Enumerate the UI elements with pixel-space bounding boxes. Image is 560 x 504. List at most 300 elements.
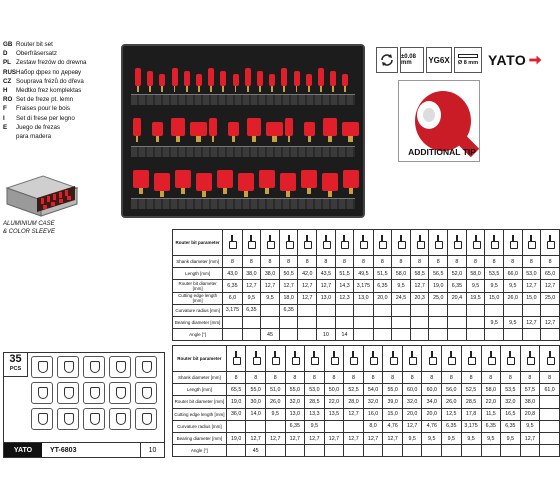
table-cell bbox=[373, 316, 392, 328]
table-cell: 12,7 bbox=[363, 432, 383, 444]
language-row bbox=[3, 58, 123, 67]
bit-profile-icon bbox=[304, 235, 310, 249]
router-bit bbox=[133, 118, 141, 136]
table-cell bbox=[541, 304, 560, 316]
bit-profile-icon bbox=[233, 351, 239, 365]
router-bit bbox=[306, 74, 312, 86]
set-count: 10 bbox=[140, 443, 164, 457]
table-cell: 55,0 bbox=[383, 384, 403, 396]
pieces-unit: PCS bbox=[9, 366, 22, 372]
router-bit bbox=[269, 74, 275, 86]
bit-profile-icon bbox=[292, 351, 298, 365]
language-row bbox=[3, 68, 123, 77]
bit-profile-icon bbox=[454, 235, 460, 249]
router-bit bbox=[147, 71, 153, 86]
router-bit bbox=[238, 173, 254, 191]
table-cell: 9,5 bbox=[520, 420, 540, 432]
table-cell: 9,5 bbox=[461, 432, 481, 444]
table-cell bbox=[383, 445, 403, 457]
table-cell: 60,0 bbox=[402, 384, 422, 396]
table-cell: 45 bbox=[246, 445, 266, 457]
bit-profile-icon bbox=[417, 235, 423, 249]
router-bit bbox=[280, 173, 296, 191]
router-bit bbox=[281, 68, 287, 86]
bit-profile-cell bbox=[442, 346, 462, 372]
bit-profile-tile bbox=[135, 356, 157, 378]
table-cell: 26,0 bbox=[265, 396, 285, 408]
router-bit bbox=[152, 122, 163, 136]
table-cell bbox=[481, 445, 501, 457]
bit-profile-tile bbox=[135, 382, 157, 404]
table-cell: 8 bbox=[383, 372, 403, 384]
table-cell bbox=[223, 316, 242, 328]
table-cell: 6,35 bbox=[285, 420, 305, 432]
table-cell bbox=[242, 329, 261, 341]
table-cell: 12,7 bbox=[305, 432, 325, 444]
table-cell: 12,7 bbox=[383, 432, 403, 444]
table-row bbox=[173, 372, 560, 384]
table-row bbox=[173, 408, 560, 420]
router-bit bbox=[233, 74, 239, 86]
bit-profile-cell bbox=[448, 230, 467, 256]
yato-arrow-icon bbox=[529, 56, 541, 65]
table-cell: 8 bbox=[392, 256, 411, 268]
router-bit bbox=[245, 68, 251, 86]
table-cell bbox=[373, 304, 392, 316]
table-cell: 8 bbox=[344, 372, 364, 384]
table-cell: 26,0 bbox=[442, 396, 462, 408]
router-bit bbox=[257, 71, 263, 86]
bit-profile-cell bbox=[305, 346, 325, 372]
bit-profile-cell bbox=[422, 346, 442, 372]
language-text: Set di frese per legno bbox=[16, 114, 75, 122]
shank-badge bbox=[454, 47, 482, 73]
table-cell: 12,7 bbox=[298, 292, 317, 304]
bit-profile-cell bbox=[373, 230, 392, 256]
table-cell: 14,0 bbox=[246, 408, 266, 420]
table-cell: 8 bbox=[461, 372, 481, 384]
table-cell: 9,5 bbox=[242, 292, 261, 304]
bit-profile-icon bbox=[429, 351, 435, 365]
router-bit bbox=[133, 170, 149, 188]
bit-profile-tile bbox=[83, 356, 105, 378]
table-cell: 20,3 bbox=[410, 292, 429, 304]
table-cell: 12,7 bbox=[285, 432, 305, 444]
bit-profile-icon bbox=[507, 351, 513, 365]
bit-profile-cell bbox=[383, 346, 403, 372]
table-cell bbox=[520, 445, 540, 457]
table-cell: 8 bbox=[541, 256, 560, 268]
table-cell bbox=[485, 304, 504, 316]
table-cell bbox=[265, 420, 285, 432]
bit-profile-cell bbox=[485, 230, 504, 256]
table-cell bbox=[261, 304, 280, 316]
bit-profile-tile bbox=[135, 408, 157, 430]
shelf-row-3 bbox=[131, 198, 355, 209]
bit-profile-cell bbox=[246, 346, 266, 372]
table-cell: 22,0 bbox=[481, 396, 501, 408]
set-contents-box bbox=[3, 352, 165, 458]
table-cell bbox=[246, 420, 266, 432]
table-row bbox=[173, 445, 560, 457]
table-cell bbox=[392, 316, 411, 328]
bit-profile-cell bbox=[392, 230, 411, 256]
table-cell bbox=[344, 420, 364, 432]
table-cell: 8 bbox=[298, 256, 317, 268]
table-cell: 8 bbox=[261, 256, 280, 268]
router-bit bbox=[184, 71, 190, 86]
router-bit bbox=[196, 74, 202, 86]
router-bit bbox=[247, 118, 261, 136]
router-bit bbox=[135, 68, 141, 86]
table-cell bbox=[298, 329, 317, 341]
table-cell bbox=[503, 304, 522, 316]
table-cell: 30,0 bbox=[246, 396, 266, 408]
bit-profile-cell bbox=[261, 230, 280, 256]
pieces-count-badge bbox=[4, 353, 28, 377]
bit-profile-tile bbox=[109, 356, 131, 378]
table-cell: 6,35 bbox=[373, 280, 392, 292]
table-cell bbox=[226, 445, 246, 457]
table-cell: 36,0 bbox=[226, 408, 246, 420]
table-cell bbox=[522, 329, 541, 341]
table-cell: 22,0 bbox=[324, 396, 344, 408]
shelf-row-1 bbox=[131, 94, 355, 105]
table-cell: 9,5 bbox=[503, 316, 522, 328]
table-cell: 12,7 bbox=[242, 280, 261, 292]
table-cell: 60,0 bbox=[422, 384, 442, 396]
table-cell: 55,0 bbox=[285, 384, 305, 396]
table-cell: 57,5 bbox=[520, 384, 540, 396]
table-row bbox=[173, 384, 560, 396]
row-label: Curvature radius [mm] bbox=[173, 304, 223, 316]
row-label: Angle [°] bbox=[173, 445, 227, 457]
bit-profile-cell bbox=[503, 230, 522, 256]
table-cell: 25,0 bbox=[429, 292, 448, 304]
language-text: Zestaw frezów do drewna bbox=[16, 59, 87, 67]
bit-profile-icon bbox=[488, 351, 494, 365]
table-row bbox=[173, 280, 560, 292]
language-code: D bbox=[3, 50, 8, 58]
bit-profile-cell bbox=[324, 346, 344, 372]
table-cell: 9,5 bbox=[501, 432, 521, 444]
table-cell: 53,0 bbox=[305, 384, 325, 396]
table-cell bbox=[429, 304, 448, 316]
table-cell bbox=[265, 445, 285, 457]
table-cell bbox=[317, 304, 336, 316]
table-cell: 38,0 bbox=[261, 268, 280, 280]
bit-profile-tile bbox=[31, 356, 53, 378]
table-cell: 25,0 bbox=[541, 292, 560, 304]
bit-profile-cell bbox=[461, 346, 481, 372]
table-cell: 12,7 bbox=[344, 408, 364, 420]
table-cell: 9,5 bbox=[485, 280, 504, 292]
table-header-label: Router bit parameter bbox=[173, 230, 223, 256]
table-cell: 9,5 bbox=[305, 420, 325, 432]
case-caption-line-1: ALUMINIUM CASE bbox=[3, 221, 55, 227]
table-cell: 13,0 bbox=[354, 292, 373, 304]
bit-profile-icon bbox=[435, 235, 441, 249]
table-cell: 19,5 bbox=[466, 292, 485, 304]
table-cell: 12,7 bbox=[246, 432, 266, 444]
language-code: H bbox=[3, 87, 8, 95]
table-cell bbox=[279, 316, 298, 328]
table-cell bbox=[410, 304, 429, 316]
bit-profile-tile bbox=[31, 382, 53, 404]
table-cell: 39,0 bbox=[383, 396, 403, 408]
table-cell: 52,0 bbox=[448, 268, 467, 280]
bit-profile-icon bbox=[448, 351, 454, 365]
table-cell: 58,0 bbox=[466, 268, 485, 280]
set-brand: YATO bbox=[4, 443, 42, 457]
language-row bbox=[3, 104, 123, 113]
table-cell: 13,5 bbox=[324, 408, 344, 420]
router-bit bbox=[301, 170, 317, 188]
table-cell: 6,35 bbox=[242, 304, 261, 316]
table-cell: 45 bbox=[261, 329, 280, 341]
row-label: Cutting edge length [mm] bbox=[173, 408, 227, 420]
table-cell: 12,7 bbox=[344, 432, 364, 444]
table-cell: 9,5 bbox=[503, 280, 522, 292]
table-cell: 55,0 bbox=[246, 384, 266, 396]
table-cell: 8 bbox=[285, 372, 305, 384]
router-bit bbox=[285, 118, 293, 136]
row-label: Shank diameter [mm] bbox=[173, 256, 223, 268]
table-cell: 28,5 bbox=[461, 396, 481, 408]
table-cell: 8 bbox=[466, 256, 485, 268]
table-cell: 12,7 bbox=[298, 280, 317, 292]
bit-profile-tile bbox=[57, 382, 79, 404]
bit-profile-icon bbox=[473, 235, 479, 249]
table-row bbox=[173, 304, 560, 316]
router-bit bbox=[217, 170, 233, 188]
case-caption-line-2: & COLOR SLEEVE bbox=[3, 228, 56, 235]
table-cell: 8 bbox=[485, 256, 504, 268]
table-cell bbox=[402, 445, 422, 457]
table-cell bbox=[448, 304, 467, 316]
router-bit bbox=[330, 71, 336, 86]
table-cell: 9,5 bbox=[422, 432, 442, 444]
bit-profile-grid bbox=[31, 356, 157, 430]
bit-profile-icon bbox=[547, 235, 553, 249]
router-bit bbox=[322, 173, 338, 191]
table-row bbox=[173, 292, 560, 304]
language-code: PL bbox=[3, 59, 11, 67]
table-cell: 43,5 bbox=[317, 268, 336, 280]
table-cell: 43,0 bbox=[223, 268, 242, 280]
language-text: para madera bbox=[16, 133, 52, 141]
table-cell: 28,5 bbox=[305, 396, 325, 408]
table-cell: 6,35 bbox=[223, 280, 242, 292]
table-cell: 9,5 bbox=[265, 408, 285, 420]
row-label: Angle [°] bbox=[173, 329, 223, 341]
language-row bbox=[3, 114, 123, 123]
table-cell bbox=[226, 420, 246, 432]
bit-profile-cell bbox=[410, 230, 429, 256]
table-cell: 19,0 bbox=[226, 396, 246, 408]
router-bit bbox=[294, 71, 300, 86]
router-bit bbox=[323, 118, 337, 136]
table-cell bbox=[305, 445, 325, 457]
bit-profile-icon bbox=[331, 351, 337, 365]
table-cell bbox=[392, 329, 411, 341]
bit-profile-icon bbox=[390, 351, 396, 365]
bit-profile-cell bbox=[363, 346, 383, 372]
bit-profile-cell bbox=[466, 230, 485, 256]
bit-profile-icon bbox=[528, 235, 534, 249]
shelf-row-2 bbox=[131, 146, 355, 157]
table-cell: 34,0 bbox=[422, 396, 442, 408]
language-code: RUS bbox=[3, 68, 17, 76]
table-cell: 32,0 bbox=[285, 396, 305, 408]
table-cell bbox=[298, 304, 317, 316]
table-cell bbox=[335, 316, 354, 328]
table-cell: 66,0 bbox=[503, 268, 522, 280]
set-product-code: YT-6803 bbox=[50, 446, 77, 454]
table-cell bbox=[242, 316, 261, 328]
language-text: Juego de frezas bbox=[16, 123, 61, 131]
table-cell: 9,5 bbox=[402, 432, 422, 444]
table-cell: 4,76 bbox=[422, 420, 442, 432]
table-cell: 20,0 bbox=[373, 292, 392, 304]
table-cell bbox=[540, 445, 560, 457]
table-row bbox=[173, 256, 560, 268]
language-code: F bbox=[3, 105, 7, 113]
table-cell: 56,5 bbox=[429, 268, 448, 280]
table-cell: 12,7 bbox=[402, 420, 422, 432]
table-row bbox=[173, 432, 560, 444]
bit-profile-icon bbox=[272, 351, 278, 365]
bit-profile-cell bbox=[317, 230, 336, 256]
bit-profile-tile bbox=[31, 408, 53, 430]
table-cell: 3,175 bbox=[223, 304, 242, 316]
language-code bbox=[3, 132, 16, 141]
table-cell: 6,35 bbox=[448, 280, 467, 292]
table-cell bbox=[466, 316, 485, 328]
table-cell: 20,0 bbox=[422, 408, 442, 420]
table-cell: 19,0 bbox=[429, 280, 448, 292]
table-cell: 9,5 bbox=[442, 432, 462, 444]
router-bit bbox=[190, 122, 207, 136]
table-cell: 8 bbox=[402, 372, 422, 384]
table-cell: 20,8 bbox=[520, 408, 540, 420]
table-cell: 6,0 bbox=[223, 292, 242, 304]
table-cell: 16,5 bbox=[501, 408, 521, 420]
yato-logo-text: YATO bbox=[488, 52, 527, 68]
row-label: Router bit diameter [mm] bbox=[173, 396, 227, 408]
table-cell: 12,7 bbox=[317, 280, 336, 292]
table-cell: 12,5 bbox=[442, 408, 462, 420]
language-text: Fraises pour le bois bbox=[16, 105, 70, 113]
router-bit bbox=[259, 170, 275, 188]
case-caption bbox=[3, 221, 123, 236]
bit-profile-icon bbox=[248, 235, 254, 249]
bit-profile-cell bbox=[285, 346, 305, 372]
language-row bbox=[3, 77, 123, 86]
table-cell: 49,5 bbox=[354, 268, 373, 280]
table-cell bbox=[485, 329, 504, 341]
table-cell bbox=[540, 408, 560, 420]
bit-profile-icon bbox=[350, 351, 356, 365]
language-text: Набор фрез по дереву bbox=[16, 68, 82, 76]
table-cell: 8 bbox=[422, 372, 442, 384]
table-cell: 8 bbox=[503, 256, 522, 268]
bit-profile-tile bbox=[57, 356, 79, 378]
table-cell: 6,35 bbox=[501, 420, 521, 432]
bit-profile-cell bbox=[354, 230, 373, 256]
table-cell: 38,0 bbox=[242, 268, 261, 280]
bit-profile-cell bbox=[540, 346, 560, 372]
table-cell bbox=[448, 316, 467, 328]
table-cell bbox=[317, 316, 336, 328]
table-cell bbox=[335, 304, 354, 316]
bit-profile-cell bbox=[335, 230, 354, 256]
bit-profile-tile bbox=[57, 408, 79, 430]
table-cell: 65,5 bbox=[226, 384, 246, 396]
bit-profile-cell bbox=[298, 230, 317, 256]
table-cell bbox=[344, 445, 364, 457]
table-cell: 53,5 bbox=[485, 268, 504, 280]
bit-profile-icon bbox=[311, 351, 317, 365]
table-cell: 4,76 bbox=[383, 420, 403, 432]
router-bit bbox=[342, 122, 359, 136]
bit-profile-cell bbox=[402, 346, 422, 372]
table-cell: 8 bbox=[279, 256, 298, 268]
table-cell: 6,35 bbox=[279, 304, 298, 316]
table-cell: 42,0 bbox=[298, 268, 317, 280]
aluminium-case-image bbox=[3, 170, 81, 220]
router-bit-case-photo bbox=[121, 44, 365, 218]
table-cell: 3,175 bbox=[461, 420, 481, 432]
pieces-count: 35 bbox=[9, 353, 22, 365]
spec-table-2 bbox=[172, 345, 560, 457]
table-cell: 8,0 bbox=[363, 420, 383, 432]
table-cell: 51,5 bbox=[335, 268, 354, 280]
table-cell: 38,0 bbox=[520, 396, 540, 408]
table-cell: 9,5 bbox=[481, 432, 501, 444]
table-cell: 24,5 bbox=[392, 292, 411, 304]
table-cell: 26,0 bbox=[503, 292, 522, 304]
table-cell: 3,175 bbox=[354, 280, 373, 292]
language-text: Router bit set bbox=[16, 41, 53, 48]
table-cell: 12,7 bbox=[541, 316, 560, 328]
table-cell: 8 bbox=[265, 372, 285, 384]
router-bit bbox=[343, 170, 359, 188]
shank-diameter-icon bbox=[458, 54, 478, 58]
table-cell: 28,0 bbox=[344, 396, 364, 408]
bit-profile-icon bbox=[510, 235, 516, 249]
bit-profile-cell bbox=[429, 230, 448, 256]
rotation-icon bbox=[376, 47, 398, 73]
language-text: Set de freze pt. lemn bbox=[16, 96, 74, 104]
table-cell: 58,5 bbox=[410, 268, 429, 280]
router-bit bbox=[228, 122, 239, 136]
row-label: Shank diameter [mm] bbox=[173, 372, 227, 384]
additional-tip-label: ADDITIONAL TIP bbox=[408, 147, 476, 157]
router-bit bbox=[196, 173, 212, 191]
language-row bbox=[3, 123, 123, 132]
table-cell: 61,0 bbox=[540, 384, 560, 396]
table-cell: 32,0 bbox=[363, 396, 383, 408]
bit-profile-cell bbox=[242, 230, 261, 256]
table-cell: 8 bbox=[540, 372, 560, 384]
table-cell: 50,0 bbox=[324, 384, 344, 396]
table-cell: 8 bbox=[522, 256, 541, 268]
table-cell bbox=[461, 445, 481, 457]
table-cell: 50,5 bbox=[279, 268, 298, 280]
row-label: Length [mm] bbox=[173, 268, 223, 280]
table-cell: 12,7 bbox=[410, 280, 429, 292]
